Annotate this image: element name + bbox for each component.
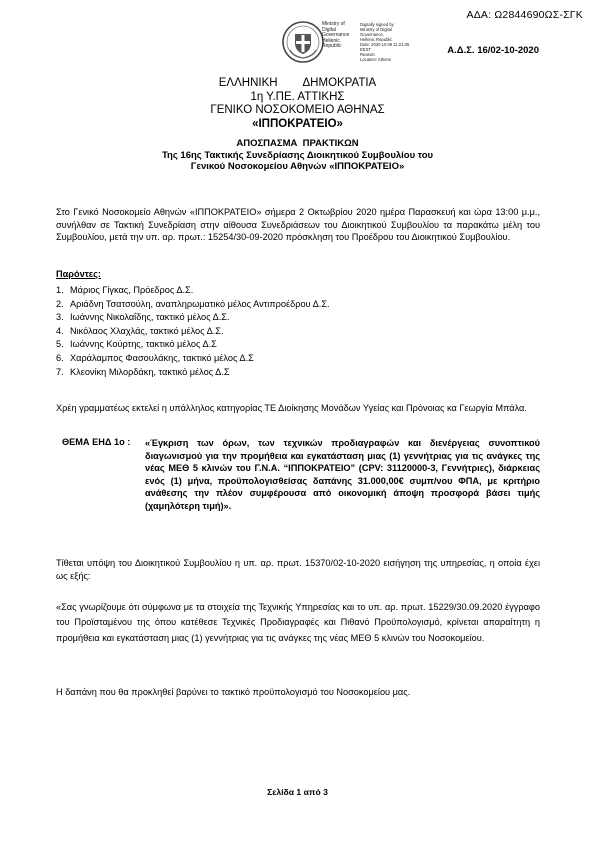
secretary-paragraph: Χρέη γραμματέως εκτελεί η υπάλληλος κατηγορίας ΤΕ Διοίκησης Μονάδων Υγείας και Πρόνοιας κα Γεωργία Μπάλα.: [56, 403, 527, 413]
signature-detail: Location: Athens: [360, 57, 391, 62]
ada-code: ΑΔΑ: Ω2844690ΩΣ-ΣΓΚ: [466, 9, 583, 21]
submission-paragraph: Τίθεται υπόψη του Διοικητικού Συμβουλίου η υπ. αρ. πρωτ. 15370/02-10-2020 εισήγηση της υπηρεσίας, η οποία έχει ως εξής:: [56, 558, 540, 581]
subject-label: ΘΕΜΑ ΕΗΔ 1ο :: [62, 437, 131, 447]
decision-number: Α.Δ.Σ. 16/02-10-2020: [447, 45, 539, 56]
list-item: 3. Ιωάννης Νικολαΐδης, τακτικό μέλος Δ.Σ.: [56, 312, 230, 323]
page-number: Σελίδα 1 από 3: [267, 787, 328, 797]
signature-detail: Date: 2020.10.09 11:21:35: [360, 42, 410, 47]
subject-text: «Έγκριση των όρων, των τεχνικών προδιαγραφών και διενέργειας συνοπτικού διαγωνισμού για την προμήθεια και εγκατάσταση μιας (1) γεννήτριας για τις ανάγκες της νέας ΜΕΘ 5 κλινών του Γ.Ν.Α. “ΙΠΠΟΚΡΑΤΕΙΟ” (CPV: 31120000-3, Γεννήτριες), διάρκειας ενός (1) μήνα, προϋπολογισθείσας δαπάνης 31.000,00€ συμπ/νου ΦΠΑ, με κριτήριο ανάθεσης την πλέον συμφέρουσα από οικονομική άποψη προσφορά βάσει τιμής (χαμηλότερη τιμή)».: [145, 438, 540, 511]
signature-detail: Digitally signed by: [360, 22, 394, 27]
signature-detail: Governance,: [360, 32, 384, 37]
excerpt-hospital: Γενικού Νοσοκομείου Αθηνών «ΙΠΠΟΚΡΑΤΕΙΟ»: [190, 161, 405, 172]
heading-line-republic: ΕΛΛΗΝΙΚΗ ΔΗΜΟΚΡΑΤΙΑ: [218, 77, 377, 89]
list-item: 4. Νικόλαος Χλαχλάς, τακτικό μέλος Δ.Σ.: [56, 325, 224, 336]
signature-line: Ministry of Digital: [322, 21, 345, 33]
greek-emblem-seal-icon: [281, 20, 325, 64]
heading-line-hospital: ΓΕΝΙΚΟ ΝΟΣΟΚΟΜΕΙΟ ΑΘΗΝΑΣ: [210, 104, 385, 116]
signature-detail: Hellenic Republic: [360, 37, 393, 42]
minutes-excerpt-title: [0, 138, 595, 173]
signature-detail: Reason:: [360, 52, 376, 57]
signature-line: Hellenic Republic: [322, 37, 342, 49]
intro-paragraph: Στο Γενικό Νοσοκομείο Αθηνών «ΙΠΠΟΚΡΑΤΕΙΟ» σήμερα 2 Οκτωβρίου 2020 ημέρα Παρασκευή και ώρα 13:00 μ.μ., συνήλθαν σε Τακτική Συνεδρίαση στην αίθουσα Συνεδριάσεων του Διοικητικού Συμβουλίου τα παρακάτω μέλη του Συμβουλίου, μετά την υπ. αρ. πρωτ.: 15254/30-09-2020 πρόσκληση του Προέδρου του Διοικητικού Συμβουλίου.: [56, 207, 540, 242]
list-item: 2. Αριάδνη Τσατσούλη, αναπληρωματικό μέλος Αντιπροέδρου Δ.Σ.: [56, 298, 330, 309]
excerpt-session: Της 16ης Τακτικής Συνεδρίασης Διοικητικού Συμβουλίου του: [161, 149, 434, 161]
excerpt-title: ΑΠΟΣΠΑΣΜΑ ΠΡΑΚΤΙΚΩΝ: [236, 138, 359, 149]
list-item: 1. Μάριος Γίγκας, Πρόεδρος Δ.Σ.: [56, 285, 194, 295]
signature-line: Governance: [322, 32, 350, 38]
present-members-title: Παρόντες:: [56, 269, 101, 279]
list-item: 5. Ιωάννης Κούρτης, τακτικό μέλος Δ.Σ: [56, 339, 217, 350]
signature-detail: EEST: [360, 47, 371, 52]
list-item: 7. Κλεονίκη Μιλορδάκη, τακτικό μέλος Δ.Σ: [56, 366, 230, 377]
budget-paragraph: Η δαπάνη που θα προκληθεί βαρύνει το τακτικό προϋπολογισμό του Νοσοκομείου μας.: [56, 687, 411, 697]
list-item: 6. Χαράλαμπος Φασουλάκης, τακτικό μέλος Δ.Σ: [56, 352, 254, 363]
heading-line-health-region: 1η Υ.ΠΕ. ΑΤΤΙΚΗΣ: [250, 90, 345, 103]
proposal-quote-paragraph: «Σας γνωρίζουμε ότι σύμφωνα με τα στοιχεία της Τεχνικής Υπηρεσίας και το υπ. αρ. πρωτ. 15229/30.09.2020 έγγραφο του Προϊσταμένου της όπου κατέθεσε Τεχνικές Προδιαγραφές και Πιθανό Προϋπολογισμό, κρίνεται απαραίτητη η προμήθεια και εγκατάσταση μιας (1) γεννήτριας για τις ανάγκες της νέας ΜΕΘ 5 κλινών του Νοσοκομείου.: [56, 602, 540, 643]
signature-detail: Ministry of Digital: [360, 27, 392, 32]
present-members-list: [56, 284, 330, 379]
heading-line-hospital-name: «ΙΠΠΟΚΡΑΤΕΙΟ»: [252, 117, 343, 130]
issuer-heading: [0, 77, 595, 131]
